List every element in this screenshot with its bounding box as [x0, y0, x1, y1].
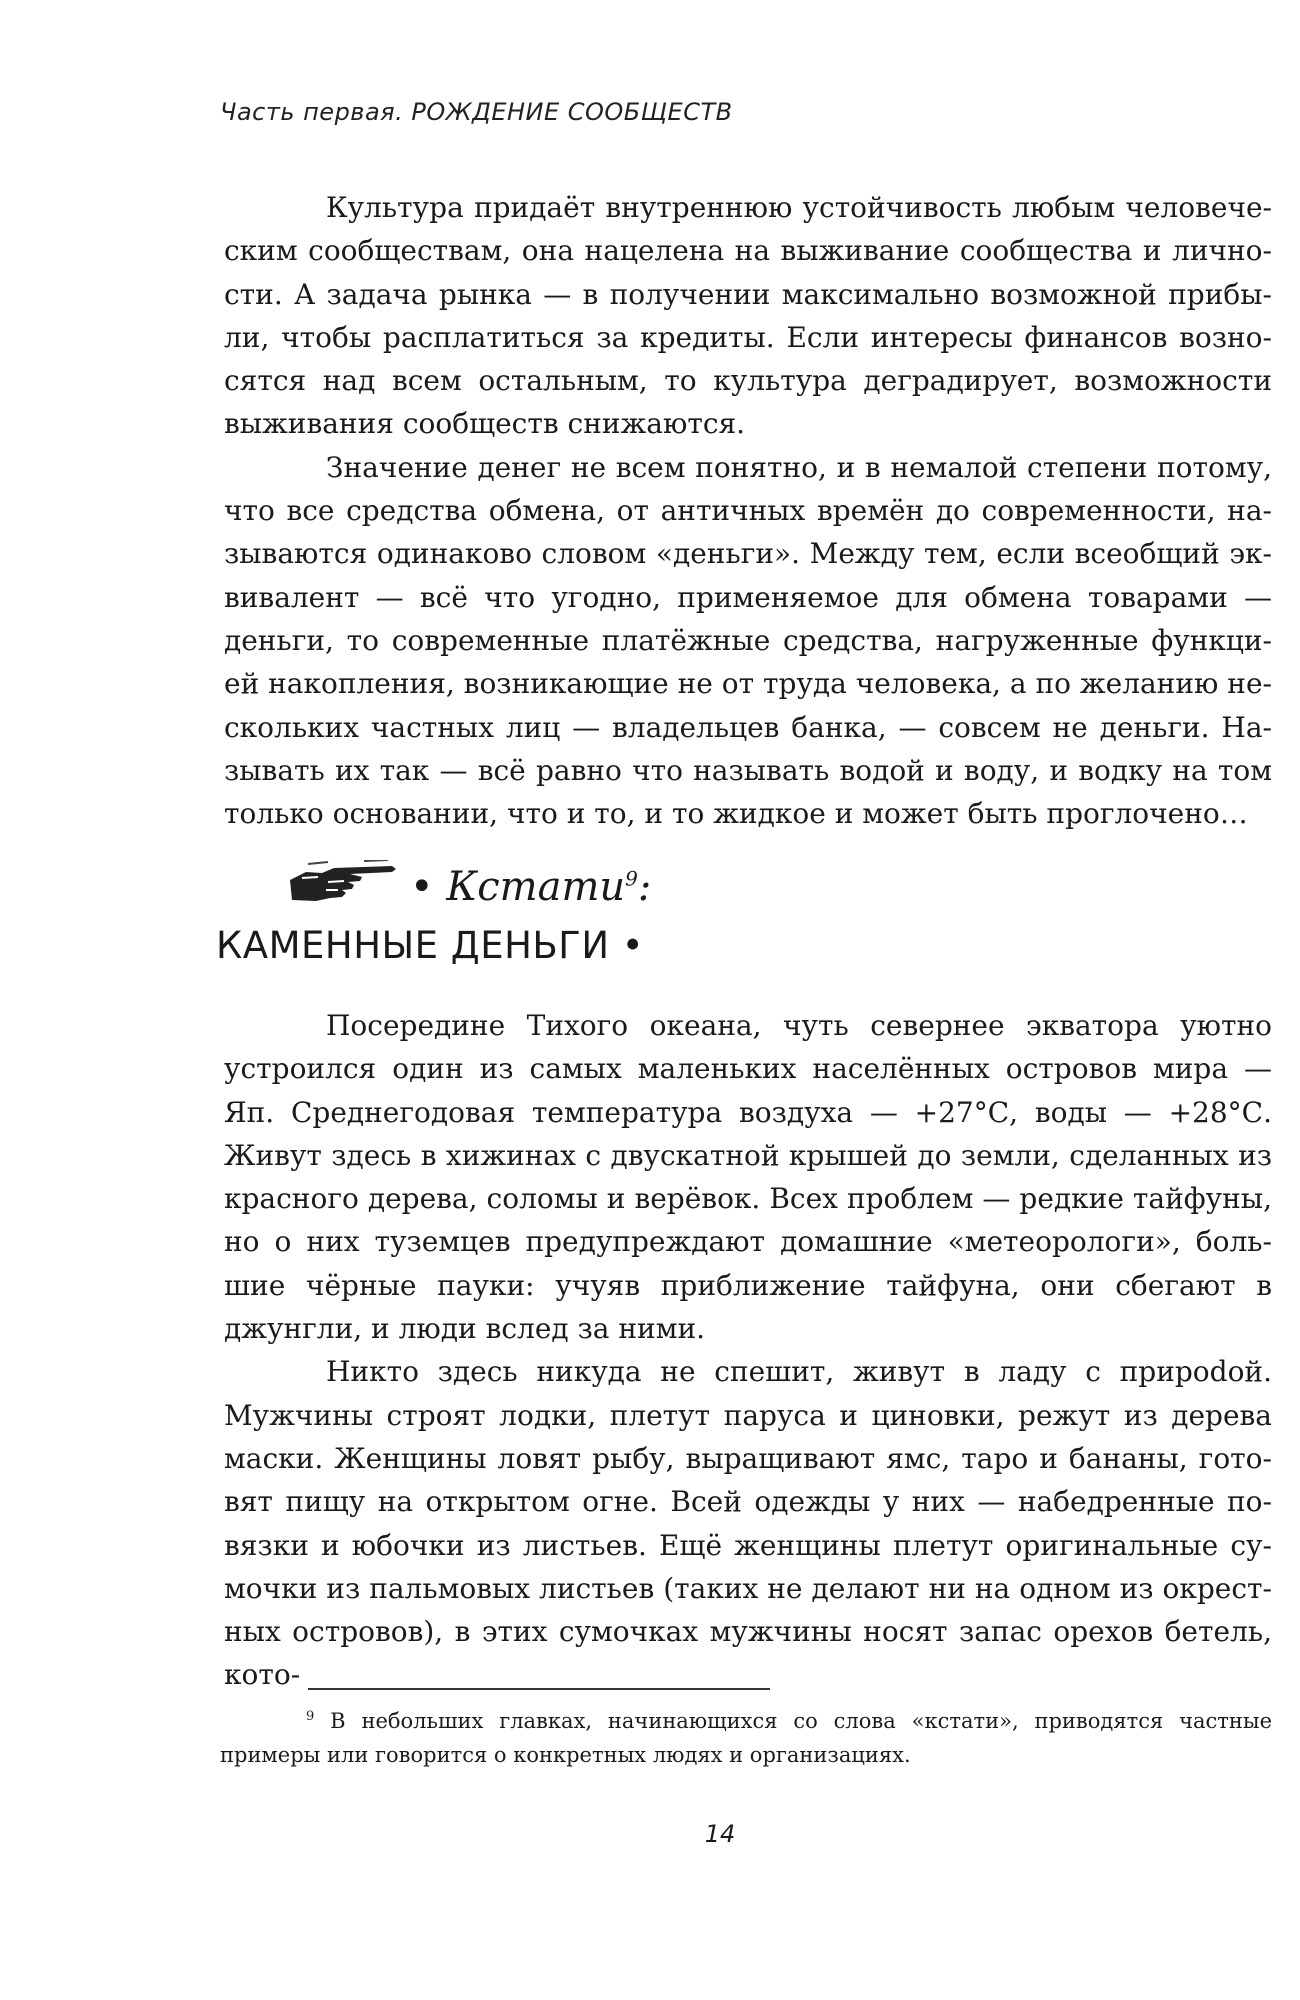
footnote — [220, 1700, 1272, 1772]
footnote-ref[interactable]: 9 — [625, 866, 638, 891]
paragraph-yap-island: Посередине Тихого океана, чуть севернее экватора уютно устроился один из самых маленьких населённых островов мира — Яп. Среднегодовая температура воздуха — +27°С, воды — +28°С. Живут здесь в хижинах с двускатной крышей до земли, сделанных из красного дерева, соломы и верёвок. Всех проблем — редкие тайфуны, но о них туземцев предупреждают домашние «метеорологи», большие чёрные пауки: учуяв приближение тайфуна, они сбегают в джунгли, и люди вслед за ними. — [224, 1009, 1272, 1346]
paragraph-island-life: Никто здесь никуда не спешит, живут в ладу с прироdой. Мужчины строят лодки, плетут паруса и циновки, режут из дерева маски. Женщины ловят рыбу, выращивают ямс, таро и бананы, готовят пищу на открытом огне. Всей одежды у них — набедренные повязки и юбочки из листьев. Ещё женщины плетут оригинальные сумочки из пальмовых листьев (таких не делают ни на одном из окрестных островов), в этих сумочках мужчины носят запас орехов бетель, кото- — [224, 1355, 1272, 1692]
aside-subtitle — [216, 924, 644, 967]
aside-title — [410, 864, 651, 910]
aside-bullet-right: • — [609, 924, 645, 967]
main-text-block-2 — [224, 1004, 1272, 1697]
footnote-marker: 9 — [306, 1709, 315, 1724]
paragraph-money-meaning: Значение денег не всем понятно, и в немалой степени потому, что все средства обмена, от античных времён до современности, называются одинаково словом «деньги». Между тем, если всеобщий эквивалент — всё что угодно, применяемое для обмена товарами — деньги, то современные платёжные средства, нагруженные функцией накопления, возникающие не от труда человека, а по желанию нескольких частных лиц — владельцев банка, — совсем не деньги. Называть их так — всё равно что называть водой и воду, и водку на том только основании, что и то, и то жидкое и может быть проглочено… — [224, 450, 1272, 831]
pointing-hand-icon — [288, 860, 398, 904]
aside-title-word: Кстати — [446, 864, 626, 910]
main-text-block-1 — [224, 186, 1272, 835]
aside-subtitle-text: КАМЕННЫЕ ДЕНЬГИ — [216, 924, 610, 967]
footnote-text: В небольших главках, начинающихся со слова «кстати», приводятся частные примеры или говорится о конкретных людях и организациях. — [220, 1709, 1272, 1767]
aside-bullet-left: • — [410, 864, 447, 910]
footnote-divider — [308, 1688, 770, 1690]
page-number: 14 — [704, 1820, 736, 1848]
running-head: Часть первая. РОЖДЕНИЕ СООБЩЕСТВ — [220, 98, 733, 126]
paragraph-culture: Культура придаёт внутреннюю устойчивость любым человеческим сообществам, она нацелена на выживание сообщества и личности. А задача рынка — в получении максимально возможной прибыли, чтобы расплатиться за кредиты. Если интересы финансов возносятся над всем остальным, то культура деградирует, возможности выживания сообществ снижаются. — [224, 191, 1272, 441]
aside-colon: : — [637, 864, 652, 910]
